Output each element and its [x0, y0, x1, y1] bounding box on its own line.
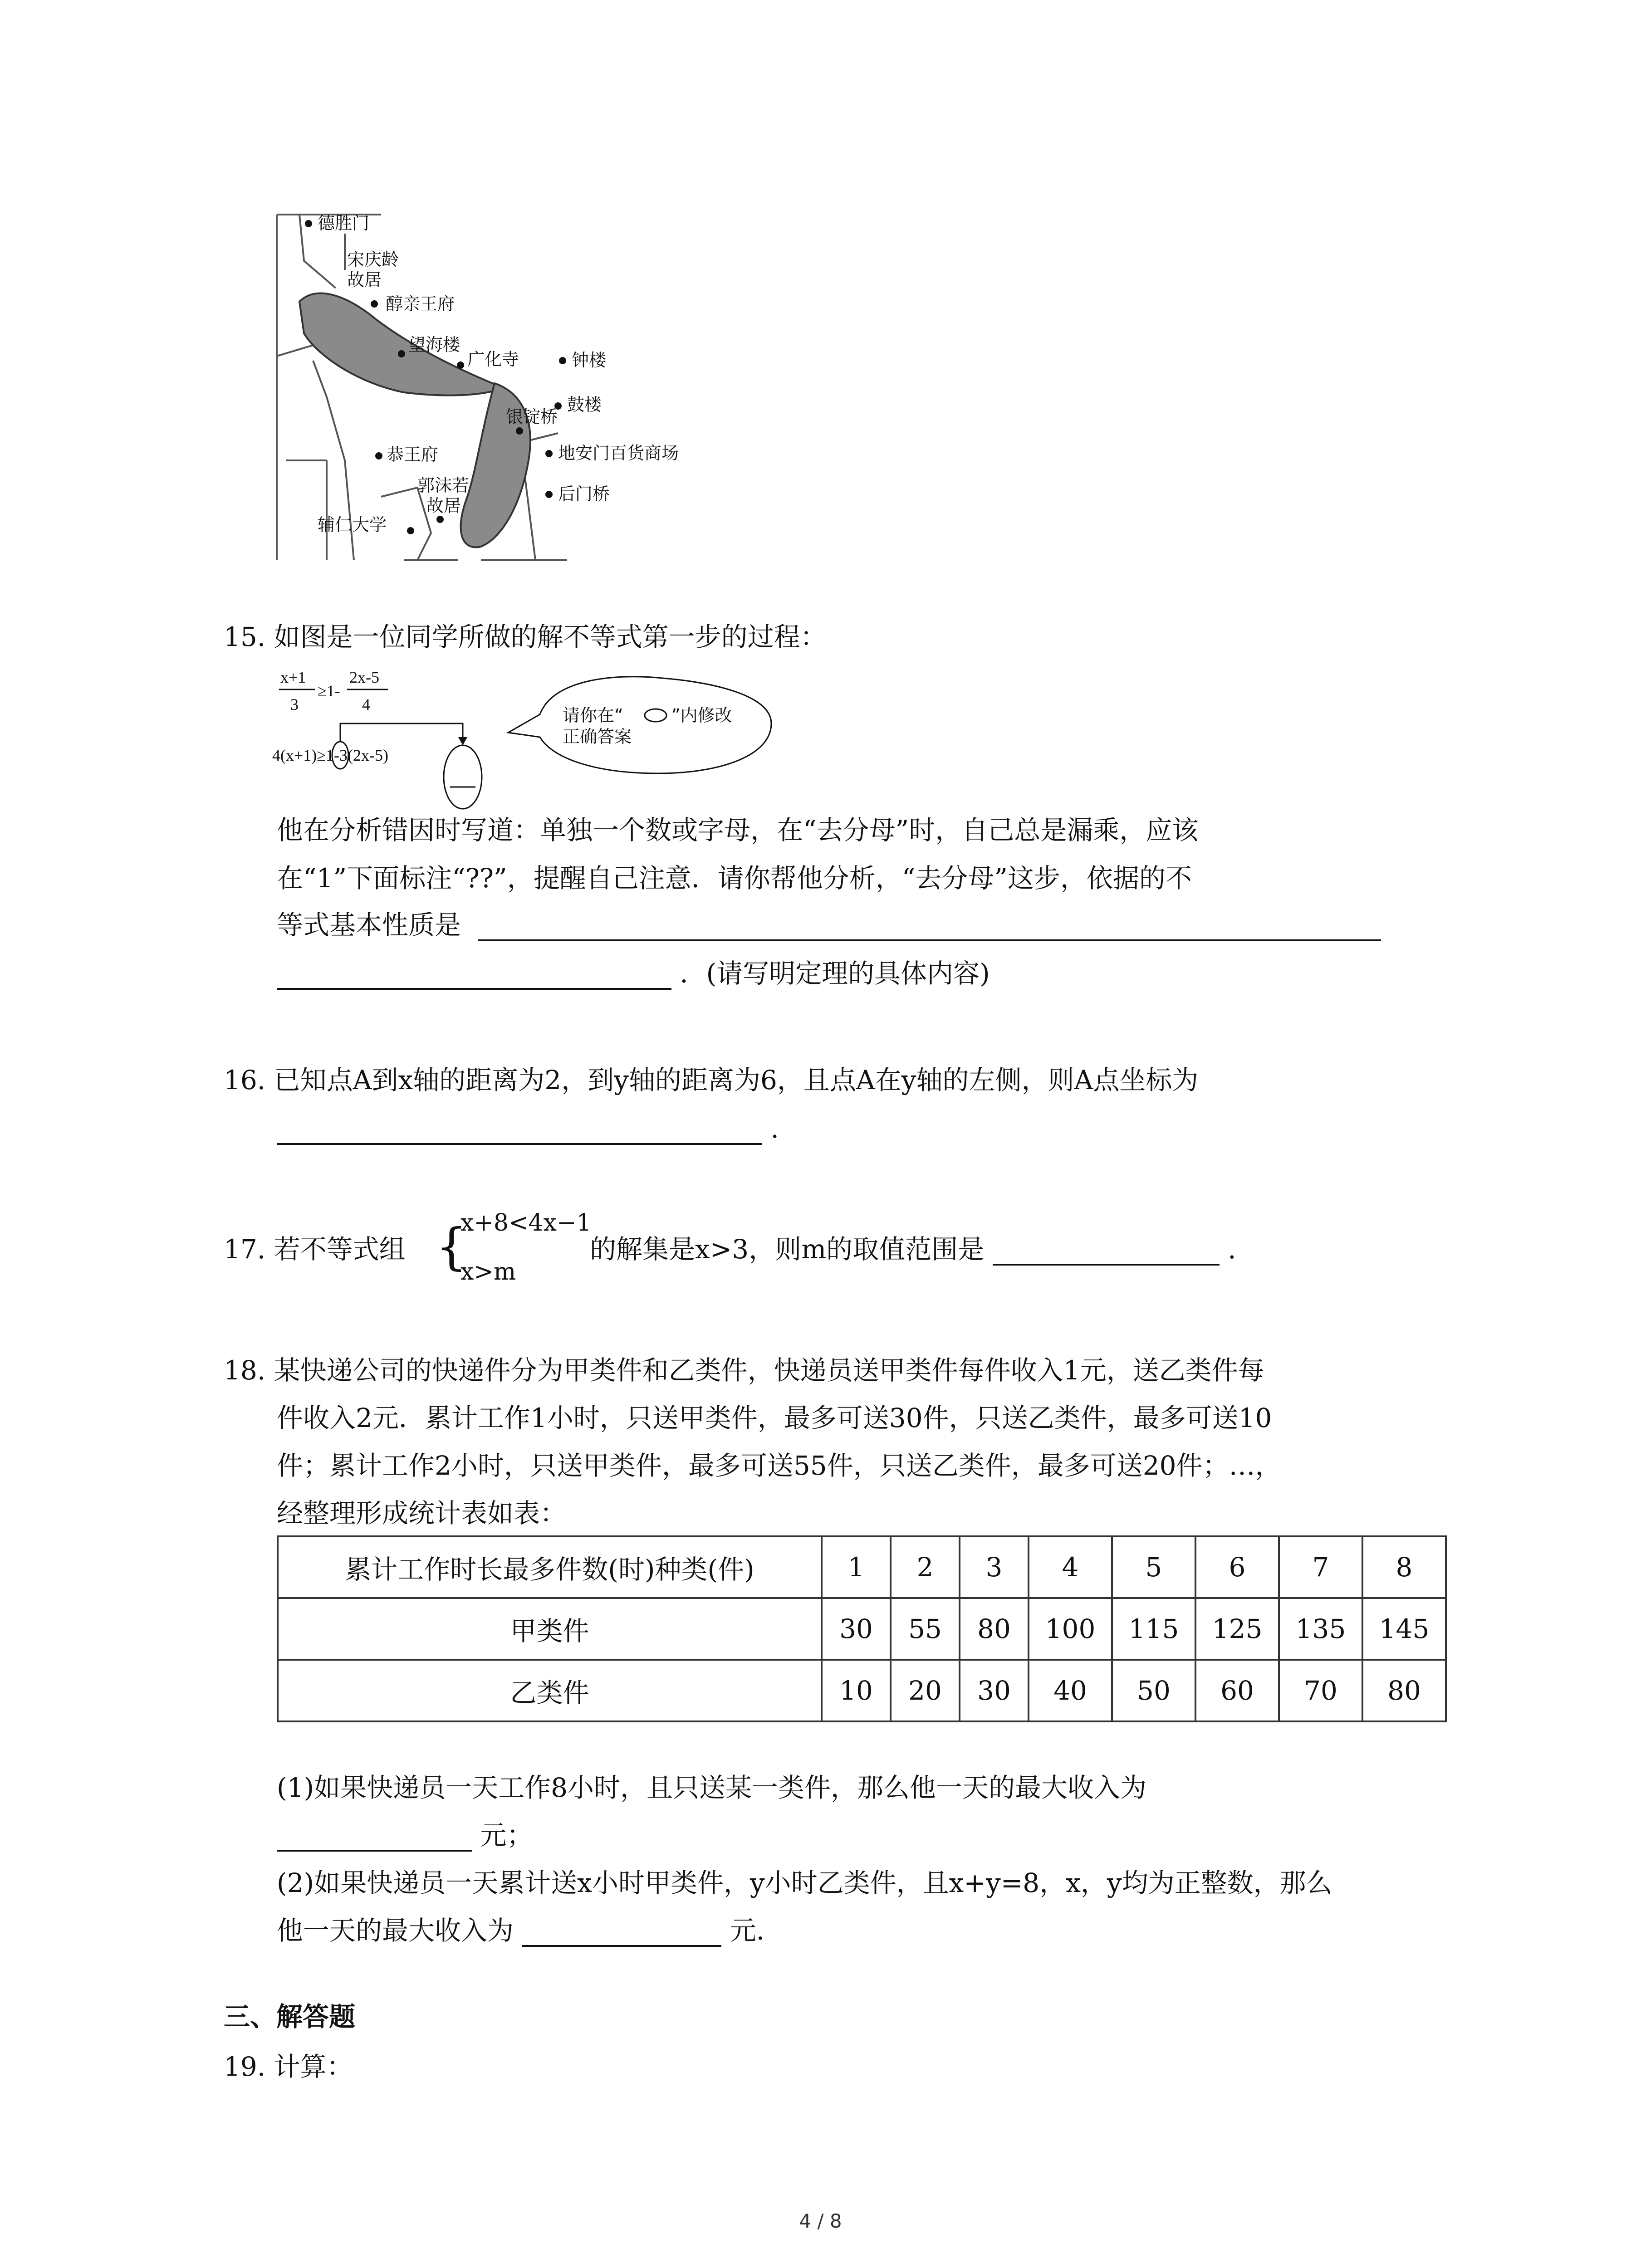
- table-cell: 100: [1029, 1598, 1112, 1660]
- q15-line4: [277, 957, 990, 990]
- table-row: [278, 1660, 1446, 1721]
- brace: {: [436, 1217, 467, 1276]
- table-row: [278, 1598, 1446, 1660]
- q17-middle: 的解集是x>3，则m的取值范围是: [590, 1234, 985, 1265]
- table-hour-cell: 6: [1195, 1536, 1279, 1598]
- table-cell: 30: [822, 1598, 891, 1660]
- table-cell: 80: [960, 1598, 1029, 1660]
- map-label-songqingling: 宋庆龄: [347, 249, 399, 269]
- q18-part1-suffix: 元；: [480, 1820, 533, 1851]
- q19-stem: 19. 计算：: [224, 2051, 353, 2082]
- table-cell: 50: [1112, 1660, 1195, 1721]
- page-number: 4 / 8: [799, 2210, 842, 2232]
- fraction-denominator: 4: [362, 695, 370, 714]
- bubble-text-1b: ”内修改: [671, 705, 732, 725]
- table-hour-cell: 1: [822, 1536, 891, 1598]
- q15-line3-text: 等式基本性质是: [277, 909, 461, 940]
- q15-line1: 他在分析错因时写道：单独一个数或字母，在“去分母”时，自己总是漏乘，应该: [277, 815, 1199, 846]
- q18-line2: 件收入2元．累计工作1小时，只送甲类件，最多可送30件，只送乙类件，最多可送10: [277, 1403, 1272, 1433]
- map-label-guju-2: 故居: [426, 496, 461, 516]
- map-label-zhonglou: 钟楼: [572, 350, 607, 370]
- table-cell: 40: [1029, 1660, 1112, 1721]
- table-cell: 70: [1279, 1660, 1362, 1721]
- map-label-yindingqiao: 银锭桥: [506, 407, 558, 427]
- q15-stem: 15. 如图是一位同学所做的解不等式第一步的过程：: [224, 621, 827, 652]
- q18-part1-line1: (1)如果快递员一天工作8小时，且只送某一类件，那么他一天的最大收入为: [277, 1772, 1147, 1803]
- q16-period: .: [770, 1113, 779, 1144]
- bubble-text-2: 正确答案: [563, 727, 632, 747]
- q18-line3: 件；累计工作2小时，只送甲类件，最多可送55件，只送乙类件，最多可送20件；…，: [277, 1450, 1282, 1481]
- map-label-dianmen-mall: 地安门百货商场: [558, 443, 679, 463]
- table-cell: 80: [1362, 1660, 1446, 1721]
- table-header-cell: 累计工作时长最多件数(时)种类(件): [278, 1536, 822, 1598]
- map-label-guomoruo: 郭沫若: [417, 475, 470, 495]
- q18-line4: 经整理形成统计表如表：: [277, 1498, 567, 1529]
- map-label-chunqinwangfu: 醇亲王府: [386, 294, 455, 314]
- table-hour-cell: 7: [1279, 1536, 1362, 1598]
- q15-line4-text: ．(请写明定理的具体内容): [680, 958, 990, 989]
- table-cell: 115: [1112, 1598, 1195, 1660]
- table-cell: 30: [960, 1660, 1029, 1721]
- fraction-numerator: x+1: [280, 668, 306, 686]
- section-heading: 三、解答题: [224, 2001, 356, 2032]
- table-cell: 145: [1362, 1598, 1446, 1660]
- table-hour-cell: 4: [1029, 1536, 1112, 1598]
- map-label-guanghuasi: 广化寺: [467, 349, 519, 369]
- answer-blank[interactable]: [277, 962, 671, 990]
- q18-part2-prefix: 他一天的最大收入为: [277, 1915, 514, 1946]
- q16-line2: [277, 1112, 779, 1145]
- map-label-guju-1: 故居: [347, 270, 382, 290]
- bubble-text-1: 请你在“: [563, 705, 623, 725]
- table-hour-cell: 8: [1362, 1536, 1446, 1598]
- inequality-sign: ≥1-: [318, 682, 340, 700]
- map-label-gongwangfu: 恭王府: [387, 445, 439, 464]
- q17-prefix: 17. 若不等式组: [224, 1234, 406, 1265]
- table-cell: 55: [891, 1598, 960, 1660]
- q18-part2-line1: (2)如果快递员一天累计送x小时甲类件，y小时乙类件，且x+y=8，x，y均为正整数，那么: [277, 1867, 1332, 1898]
- expanded-inequality: 4(x+1)≥1-3(2x-5): [272, 746, 388, 764]
- table-cell: 10: [822, 1660, 891, 1721]
- map-label-fujen-university: 辅仁大学: [318, 515, 387, 535]
- q15-line2: 在“1”下面标注“??”，提醒自己注意．请你帮他分析，“去分母”这步，依据的不: [277, 863, 1192, 894]
- q17-answer-line: [590, 1233, 1236, 1266]
- q18-line1: 18. 某快递公司的快递件分为甲类件和乙类件，快递员送甲类件每件收入1元，送乙类件每: [224, 1355, 1264, 1386]
- map-figure: [268, 206, 712, 569]
- table-cell: 60: [1195, 1660, 1279, 1721]
- answer-blank[interactable]: [993, 1237, 1220, 1266]
- map-label-wanghailou: 望海楼: [408, 335, 460, 355]
- map-label-gulou: 鼓楼: [567, 395, 602, 415]
- table-row-label: 乙类件: [278, 1660, 822, 1721]
- answer-blank[interactable]: [277, 1823, 472, 1852]
- map-label-houmenqiao: 后门桥: [558, 484, 610, 504]
- table-hour-cell: 2: [891, 1536, 960, 1598]
- answer-blank[interactable]: [478, 913, 1381, 941]
- answer-blank[interactable]: [522, 1919, 721, 1947]
- q18-part1-line2: [277, 1819, 533, 1852]
- fraction-numerator: 2x-5: [349, 668, 379, 686]
- q16-line1: 16. 已知点A到x轴的距离为2，到y轴的距离为6，且点A在y轴的左侧，则A点坐标为: [224, 1065, 1199, 1095]
- answer-oval: [444, 745, 482, 809]
- q15-line3: [277, 909, 1381, 941]
- table-cell: 135: [1279, 1598, 1362, 1660]
- answer-blank[interactable]: [277, 1117, 762, 1145]
- table-header-row: [278, 1536, 1446, 1598]
- q18-part2-line2: [277, 1914, 783, 1947]
- map-label-deshengmen: 德胜门: [318, 213, 370, 233]
- q17-ineq2: x>m: [460, 1258, 516, 1286]
- table-cell: 20: [891, 1660, 960, 1721]
- q17-ineq1: x+8<4x−1: [460, 1209, 592, 1237]
- stats-table: [277, 1535, 1447, 1722]
- table-hour-cell: 3: [960, 1536, 1029, 1598]
- q18-part2-suffix: 元．: [730, 1915, 783, 1946]
- table-row-label: 甲类件: [278, 1598, 822, 1660]
- table-hour-cell: 5: [1112, 1536, 1195, 1598]
- q15-figure: [272, 665, 780, 814]
- table-cell: 125: [1195, 1598, 1279, 1660]
- q17-period: .: [1228, 1234, 1236, 1265]
- fraction-denominator: 3: [290, 695, 299, 714]
